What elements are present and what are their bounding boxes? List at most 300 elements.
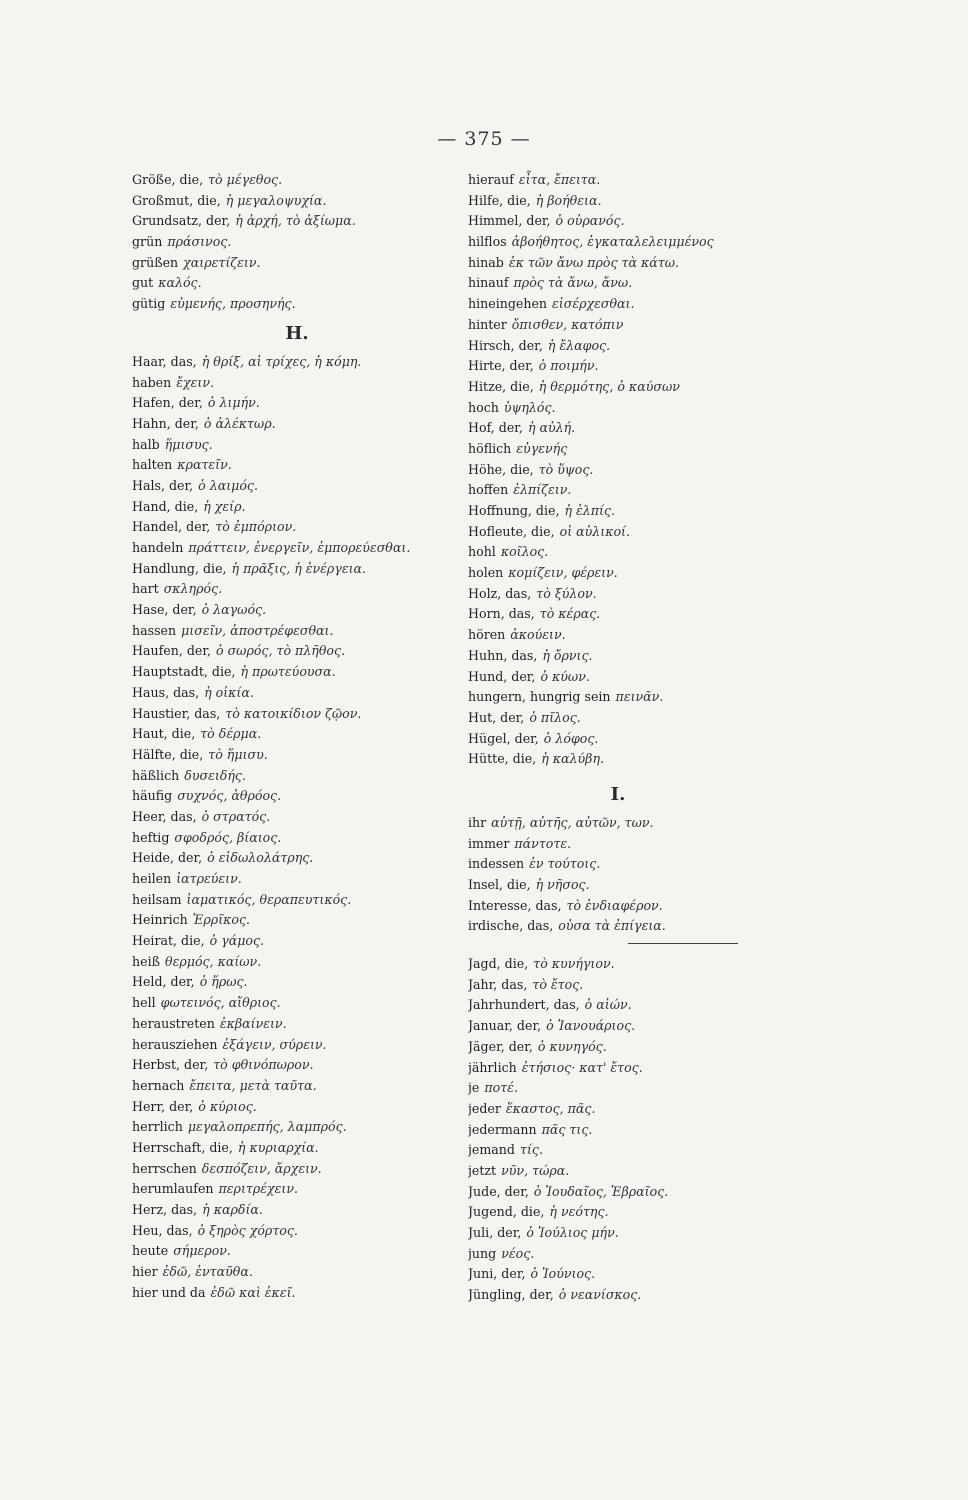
dictionary-entry [132, 455, 462, 476]
greek-translation: εὐμενής, προσηνής. [170, 296, 296, 312]
greek-translation: ἀβοήθητος, ἐγκαταλελειμμένος [511, 234, 714, 250]
dictionary-entry [132, 1159, 462, 1180]
dictionary-entry [468, 625, 768, 646]
greek-translation: τὸ φθινόπωρον. [213, 1057, 314, 1073]
greek-translation: εἶτα, ἔπειτα. [518, 172, 601, 187]
german-headword: Haar, das, [132, 353, 197, 369]
greek-translation: πράττειν, ἐνεργεῖν, ἐμπορεύεσθαι. [188, 540, 411, 555]
german-headword: grün [132, 234, 163, 250]
i-entries [468, 813, 768, 937]
dictionary-entry [132, 724, 462, 745]
dictionary-entry [132, 497, 462, 518]
dictionary-entry [468, 1161, 768, 1182]
greek-translation: πᾶς τις. [541, 1121, 593, 1137]
greek-translation: τίς. [519, 1142, 543, 1158]
greek-translation: ἡ αὐλή. [527, 420, 576, 436]
german-headword: Haufen, der, [132, 643, 211, 659]
german-headword: Insel, die, [468, 877, 531, 892]
dictionary-entry [132, 641, 462, 662]
dictionary-entry [468, 418, 768, 439]
greek-translation: ποτέ. [484, 1080, 518, 1096]
dictionary-entry [468, 232, 768, 253]
german-headword: grüßen [132, 254, 179, 270]
dictionary-entry [132, 1262, 462, 1283]
dictionary-entry [132, 1241, 462, 1262]
greek-translation: φωτεινός, αἴθριος. [160, 995, 281, 1011]
greek-translation: ὁ Ἰούνιος. [530, 1266, 596, 1282]
german-headword: hoch [468, 399, 499, 415]
dictionary-entry [132, 683, 462, 704]
german-headword: Hitze, die, [468, 378, 534, 394]
german-headword: heute [132, 1243, 169, 1259]
greek-translation: ὁ πῖλος. [529, 709, 581, 725]
greek-translation: ἐκβαίνειν. [219, 1015, 287, 1031]
german-headword: hineingehen [468, 296, 548, 312]
dictionary-entry [468, 501, 768, 522]
greek-translation: τὸ κέρας. [539, 606, 601, 622]
dictionary-entry [132, 910, 462, 931]
section-letter-h: H. [285, 322, 309, 344]
greek-translation: συχνός, ἀθρόος. [177, 788, 282, 804]
greek-translation: ὁ Ἰανουάριος. [546, 1018, 636, 1034]
greek-translation: τὸ κατοικίδιον ζῷον. [225, 705, 362, 721]
dictionary-entry [132, 1076, 462, 1097]
greek-translation: ὁ λιμήν. [207, 395, 260, 411]
greek-translation: ὁ κυνηγός. [537, 1038, 607, 1054]
dictionary-entry [132, 890, 462, 911]
greek-translation: ἡ μεγαλοψυχία. [225, 192, 327, 208]
german-headword: irdische, das, [468, 918, 554, 934]
german-headword: Herrschaft, die, [132, 1139, 233, 1155]
german-headword: Hahn, der, [132, 415, 199, 431]
german-headword: Held, der, [132, 974, 195, 990]
german-headword: Heinrich [132, 912, 188, 928]
dictionary-entry [468, 273, 768, 294]
greek-translation: ἡ ἔλαφος. [547, 337, 611, 353]
german-headword: Heu, das, [132, 1222, 193, 1238]
dictionary-entry [468, 708, 768, 729]
dictionary-entry [132, 1138, 462, 1159]
j-entries [468, 954, 768, 1306]
german-headword: Jüngling, der, [468, 1287, 554, 1303]
german-headword: jung [468, 1245, 497, 1261]
greek-translation: ἀκούειν. [510, 627, 566, 643]
german-headword: Jude, der, [468, 1183, 529, 1199]
greek-translation: ὁ ξηρὸς χόρτος. [197, 1222, 298, 1238]
greek-translation: ἐτήσιος· κατ' ἔτος. [521, 1059, 643, 1075]
german-headword: hungern, hungrig sein [468, 689, 611, 705]
greek-translation: ἡ πρωτεύουσα. [240, 664, 336, 680]
dictionary-entry [132, 1055, 462, 1076]
dictionary-entry [468, 460, 768, 481]
dictionary-entry [468, 729, 768, 750]
dictionary-entry [468, 398, 768, 419]
greek-translation: καλός. [158, 275, 202, 291]
greek-translation: μισεῖν, ἀποστρέφεσθαι. [181, 622, 334, 638]
german-headword: hassen [132, 622, 177, 638]
greek-translation: θερμός, καίων. [165, 953, 262, 969]
greek-translation: ὁ οὐρανός. [555, 213, 625, 229]
greek-translation: δυσειδής. [184, 767, 246, 783]
german-headword: halten [132, 457, 173, 473]
german-headword: hier [132, 1264, 158, 1280]
german-headword: herumlaufen [132, 1181, 214, 1197]
german-headword: heilsam [132, 891, 182, 907]
dictionary-entry [468, 1078, 768, 1099]
dictionary-entry [132, 294, 462, 315]
german-headword: haben [132, 374, 172, 390]
greek-translation: ἡ οἰκία. [204, 684, 254, 700]
dictionary-entry [132, 253, 462, 274]
dictionary-entry [468, 439, 768, 460]
greek-translation: ἰατρεύειν. [176, 871, 242, 886]
german-headword: Höhe, die, [468, 461, 534, 477]
dictionary-entry [132, 662, 462, 683]
greek-translation: σήμερον. [173, 1243, 231, 1259]
dictionary-entry [468, 1140, 768, 1161]
greek-translation: τὸ ἥμισυ. [208, 746, 268, 762]
german-headword: Januar, der, [468, 1018, 542, 1034]
german-headword: heilen [132, 871, 172, 886]
dictionary-entry [468, 1099, 768, 1120]
greek-translation: ἡ κυριαρχία. [237, 1139, 319, 1155]
german-headword: Jäger, der, [468, 1038, 533, 1054]
german-headword: Herr, der, [132, 1098, 194, 1114]
german-headword: jedermann [468, 1121, 537, 1137]
dictionary-entry [132, 538, 462, 559]
greek-translation: ἡ καρδία. [202, 1202, 263, 1217]
greek-translation: εἰσέρχεσθαι. [552, 296, 635, 312]
greek-translation: ὄπισθεν, κατόπιν [511, 316, 624, 332]
dictionary-entry [468, 834, 768, 855]
dictionary-entry [468, 875, 768, 896]
german-headword: hinab [468, 254, 504, 270]
dictionary-entry [468, 1244, 768, 1265]
dictionary-entry [468, 356, 768, 377]
greek-translation: ὁ κύων. [540, 668, 590, 684]
dictionary-entry [132, 993, 462, 1014]
german-headword: Hof, der, [468, 420, 523, 436]
german-headword: indessen [468, 856, 525, 872]
dictionary-entry [468, 377, 768, 398]
dictionary-entry [468, 896, 768, 917]
dictionary-entry [468, 584, 768, 605]
greek-translation: ἐδῶ, ἐνταῦθα. [162, 1264, 253, 1280]
greek-translation: σκληρός. [163, 581, 223, 597]
dictionary-entry [132, 952, 462, 973]
dictionary-entry [468, 170, 768, 191]
greek-translation: ὁ Ἰουδαῖος, Ἑβραῖος. [533, 1183, 669, 1199]
greek-translation: ἐξάγειν, σύρειν. [222, 1036, 327, 1052]
greek-translation: ὁ γάμος. [209, 933, 265, 949]
german-headword: Holz, das, [468, 585, 532, 601]
dictionary-entry [132, 1179, 462, 1200]
german-headword: jemand [468, 1142, 515, 1158]
german-headword: Hals, der, [132, 477, 194, 493]
german-headword: Jagd, die, [468, 956, 529, 972]
greek-translation: ἡ θερμότης, ὁ καύσων [538, 378, 680, 394]
greek-translation: εὐγενής [516, 440, 568, 456]
dictionary-entry [132, 766, 462, 787]
german-headword: Haus, das, [132, 684, 200, 700]
german-headword: Hand, die, [132, 498, 199, 514]
german-headword: immer [468, 835, 510, 851]
greek-translation: ἡ χείρ. [203, 498, 246, 514]
greek-translation: ὁ εἰδωλολάτρης. [207, 850, 314, 866]
greek-translation: ἐν τούτοις. [529, 856, 601, 872]
dictionary-entry [468, 687, 768, 708]
greek-translation: νέος. [501, 1245, 535, 1261]
german-headword: Heer, das, [132, 808, 197, 824]
german-headword: hierauf [468, 172, 514, 187]
dictionary-entry [132, 807, 462, 828]
greek-translation: ἕκαστος, πᾶς. [505, 1100, 596, 1116]
dictionary-entry [468, 211, 768, 232]
greek-translation: ἐδῶ καὶ ἐκεῖ. [210, 1284, 296, 1300]
dictionary-entry [468, 1182, 768, 1203]
german-headword: Großmut, die, [132, 192, 221, 208]
german-headword: Herz, das, [132, 1202, 198, 1217]
german-headword: heiß [132, 953, 161, 969]
dictionary-entry [468, 604, 768, 625]
dictionary-entry [132, 352, 462, 373]
greek-translation: τὸ κυνήγιον. [533, 956, 615, 972]
german-headword: Hirte, der, [468, 358, 534, 374]
dictionary-entry [132, 1035, 462, 1056]
greek-translation: ἡ νῆσος. [535, 877, 590, 892]
german-headword: herrschen [132, 1160, 197, 1176]
dictionary-entry [468, 315, 768, 336]
german-headword: Haut, die, [132, 726, 196, 742]
german-headword: Haustier, das, [132, 705, 221, 721]
dictionary-entry [132, 931, 462, 952]
greek-translation: ἔχειν. [176, 374, 214, 390]
page-number: — 375 — [437, 128, 531, 150]
german-headword: Hase, der, [132, 602, 197, 618]
german-headword: heftig [132, 829, 170, 845]
greek-translation: ὁ νεανίσκος. [558, 1287, 642, 1303]
german-headword: gut [132, 275, 154, 291]
greek-translation: πάντοτε. [514, 835, 572, 851]
dictionary-entry [132, 1283, 462, 1304]
dictionary-entry [468, 542, 768, 563]
dictionary-entry [468, 1120, 768, 1141]
dictionary-entry [132, 600, 462, 621]
greek-translation: κομίζειν, φέρειν. [508, 565, 618, 581]
german-headword: jährlich [468, 1059, 517, 1075]
greek-translation: οὐσα τὰ ἐπίγεια. [558, 918, 666, 934]
greek-translation: ἡ ὄρνις. [542, 647, 593, 663]
greek-translation: ὁ αἰών. [584, 997, 632, 1013]
dictionary-entry [132, 1097, 462, 1118]
g-entries [132, 170, 462, 315]
greek-translation: μεγαλοπρεπής, λαμπρός. [187, 1119, 347, 1135]
german-headword: hohl [468, 544, 496, 560]
dictionary-entry [132, 1014, 462, 1035]
greek-translation: τὸ ἐμπόριον. [215, 519, 297, 535]
right-column [468, 170, 768, 1306]
greek-translation: τὸ ξύλον. [536, 585, 597, 601]
greek-translation: τὸ ἔτος. [532, 976, 584, 992]
h-entries-continued [468, 170, 768, 770]
greek-translation: ὑψηλός. [503, 399, 556, 415]
greek-translation: ὁ στρατός. [201, 808, 271, 824]
greek-translation: νῦν, τώρα. [501, 1162, 570, 1178]
greek-translation: πράσινος. [167, 234, 232, 250]
dictionary-entry [132, 273, 462, 294]
dictionary-entry [468, 563, 768, 584]
dictionary-entry [132, 1221, 462, 1242]
german-headword: Hauptstadt, die, [132, 664, 236, 680]
dictionary-entry [132, 517, 462, 538]
german-headword: Grundsatz, der, [132, 213, 231, 229]
greek-translation: τὸ μέγεθος. [208, 172, 283, 187]
dictionary-entry [132, 621, 462, 642]
dictionary-entry [132, 414, 462, 435]
dictionary-entry [132, 191, 462, 212]
german-headword: holen [468, 565, 504, 581]
german-headword: Herbst, der, [132, 1057, 209, 1073]
greek-translation: τὸ δέρμα. [200, 726, 262, 742]
greek-translation: πεινᾶν. [615, 689, 664, 705]
german-headword: Hügel, der, [468, 730, 539, 746]
greek-translation: ὁ Ἰούλιος μήν. [526, 1225, 619, 1240]
german-headword: Handel, der, [132, 519, 211, 535]
german-headword: Jugend, die, [468, 1204, 545, 1220]
dictionary-entry [132, 972, 462, 993]
german-headword: Handlung, die, [132, 560, 227, 576]
greek-translation: ἡ βοήθεια. [535, 192, 602, 208]
german-headword: ihr [468, 814, 487, 830]
greek-translation: ἡ νεότης. [549, 1204, 609, 1220]
dictionary-entry [132, 170, 462, 191]
dictionary-entry [132, 211, 462, 232]
h-entries [132, 352, 462, 1304]
greek-translation: χαιρετίζειν. [183, 254, 261, 270]
dictionary-entry [468, 854, 768, 875]
german-headword: Juni, der, [468, 1266, 526, 1282]
dictionary-entry [468, 1285, 768, 1306]
german-headword: Himmel, der, [468, 213, 551, 229]
german-headword: Jahr, das, [468, 976, 528, 992]
greek-translation: κρατεῖν. [177, 457, 232, 473]
german-headword: Juli, der, [468, 1225, 522, 1240]
dictionary-entry [468, 1058, 768, 1079]
dictionary-entry [468, 1264, 768, 1285]
dictionary-entry [132, 435, 462, 456]
dictionary-entry [132, 1200, 462, 1221]
german-headword: hinter [468, 316, 507, 332]
german-headword: hilflos [468, 234, 507, 250]
dictionary-entry [132, 373, 462, 394]
german-headword: hoffen [468, 482, 509, 498]
german-headword: herrlich [132, 1119, 183, 1135]
greek-translation: ἡ θρίξ, αἱ τρίχες, ἡ κόμη. [201, 353, 362, 369]
greek-translation: σφοδρός, βίαιος. [174, 829, 282, 845]
greek-translation: ἐλπίζειν. [513, 482, 572, 498]
dictionary-entry [132, 828, 462, 849]
section-letter-i: I. [610, 783, 626, 805]
dictionary-entry [468, 294, 768, 315]
greek-translation: περιτρέχειν. [218, 1181, 299, 1197]
greek-translation: ἥμισυς. [164, 436, 213, 452]
german-headword: Horn, das, [468, 606, 535, 622]
dictionary-entry [468, 813, 768, 834]
german-headword: handeln [132, 540, 184, 555]
dictionary-entry [468, 954, 768, 975]
german-headword: je [468, 1080, 480, 1096]
greek-translation: τὸ ὕψος. [538, 461, 594, 477]
greek-translation: ὁ ἀλέκτωρ. [203, 415, 276, 431]
greek-translation: ἡ ἐλπίς. [564, 503, 616, 518]
greek-translation: τὸ ἐνδιαφέρον. [566, 897, 663, 913]
german-headword: Interesse, das, [468, 897, 562, 913]
german-headword: Größe, die, [132, 172, 204, 187]
german-headword: Hund, der, [468, 668, 536, 684]
greek-translation: ὁ λόφος. [543, 730, 599, 746]
greek-translation: ὁ σωρός, τὸ πλῆθος. [216, 643, 346, 659]
dictionary-entry [132, 393, 462, 414]
german-headword: hell [132, 995, 156, 1011]
dictionary-entry [468, 749, 768, 770]
greek-translation: πρὸς τὰ ἄνω, ἄνω. [513, 275, 633, 291]
dictionary-entry [132, 476, 462, 497]
german-headword: herausziehen [132, 1036, 218, 1052]
dictionary-entry [468, 253, 768, 274]
dictionary-entry [468, 522, 768, 543]
german-headword: Jahrhundert, das, [468, 997, 580, 1013]
dictionary-entry [468, 1016, 768, 1037]
greek-translation: ἡ καλύβη. [541, 751, 605, 767]
dictionary-entry [132, 559, 462, 580]
german-headword: hier und da [132, 1284, 206, 1300]
german-headword: Heirat, die, [132, 933, 205, 949]
dictionary-entry [132, 1117, 462, 1138]
greek-translation: ὁ λαγωός. [201, 602, 267, 618]
german-headword: jetzt [468, 1162, 497, 1178]
dictionary-entry [132, 745, 462, 766]
greek-translation: δεσπόζειν, ἄρχειν. [201, 1160, 322, 1176]
german-headword: halb [132, 436, 160, 452]
greek-translation: ὁ κύριος. [198, 1098, 257, 1114]
german-headword: Huhn, das, [468, 647, 538, 663]
german-headword: häßlich [132, 767, 180, 783]
greek-translation: ἔπειτα, μετὰ ταῦτα. [189, 1077, 317, 1093]
greek-translation: αὐτῇ, αὐτῆς, αὐτῶν, των. [491, 814, 654, 830]
dictionary-entry [468, 646, 768, 667]
german-headword: heraustreten [132, 1015, 215, 1031]
left-column [132, 170, 462, 1303]
german-headword: Hoffnung, die, [468, 503, 560, 518]
german-headword: Hirsch, der, [468, 337, 543, 353]
german-headword: Heide, der, [132, 850, 203, 866]
greek-translation: ὁ ἥρως. [199, 974, 248, 990]
greek-translation: ἡ πρᾶξις, ἡ ἐνέργεια. [231, 560, 367, 576]
german-headword: hinauf [468, 275, 509, 291]
german-headword: Hälfte, die, [132, 746, 204, 762]
german-headword: jeder [468, 1100, 501, 1116]
german-headword: häufig [132, 788, 173, 804]
dictionary-entry [468, 975, 768, 996]
section-divider [628, 943, 738, 944]
greek-translation: ὁ ποιμήν. [538, 358, 599, 374]
greek-translation: οἱ αὐλικοί. [559, 523, 630, 539]
german-headword: hernach [132, 1077, 185, 1093]
dictionary-entry [468, 1223, 768, 1244]
dictionary-entry [468, 191, 768, 212]
dictionary-entry [132, 848, 462, 869]
german-headword: Hut, der, [468, 709, 525, 725]
